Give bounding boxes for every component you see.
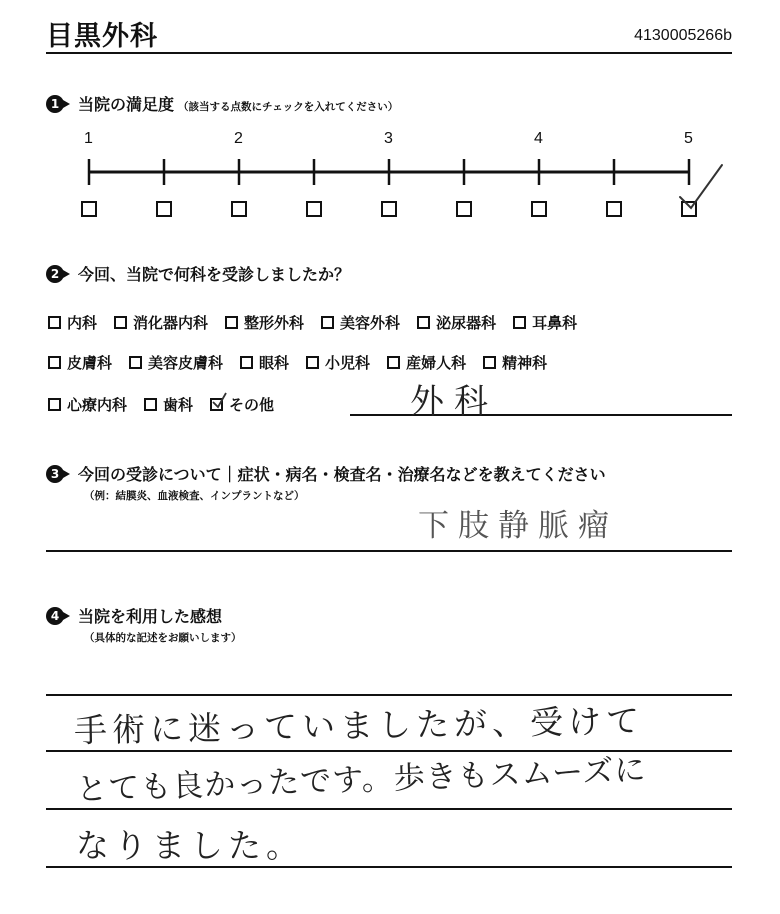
header-rule [46, 52, 732, 54]
q1-number-badge: 1 [46, 95, 64, 113]
q1-label: 当院の満足度 [78, 95, 175, 114]
form-code: 4130005266b [634, 27, 732, 44]
q3-example: （例：結膜炎、血液検査、インプラントなど） [84, 490, 305, 502]
q1-note: （該当する点数にチェックを入れてください） [178, 101, 399, 113]
dept-option[interactable] [387, 352, 466, 373]
dept-option-label: その他 [229, 396, 275, 414]
checkbox[interactable] [48, 356, 61, 369]
q3-heading [46, 462, 606, 485]
q4-note: （具体的な記述をお願いします） [84, 632, 242, 644]
scale-label-3: 3 [384, 130, 393, 147]
dept-option-label: 美容外科 [340, 314, 401, 332]
dept-option[interactable] [321, 312, 400, 333]
q3-stamped-answer: 下肢静脈瘤 [418, 508, 618, 544]
scale-checkbox-2[interactable] [157, 202, 171, 216]
q2-options-row-1 [48, 312, 577, 333]
checkbox[interactable] [144, 398, 157, 411]
dept-option-label: 精神科 [502, 354, 548, 372]
checkbox[interactable] [417, 316, 430, 329]
dept-option-label: 整形外科 [244, 314, 305, 332]
dept-option-label: 眼科 [259, 354, 290, 372]
dept-option-label: 小児科 [325, 354, 371, 372]
q4-number-badge: 4 [46, 607, 64, 625]
scale-checkboxes[interactable] [82, 202, 696, 216]
checkbox[interactable] [240, 356, 253, 369]
q1-heading [46, 92, 398, 115]
clinic-name: 目黒外科 [46, 21, 158, 52]
scale-checkbox-8[interactable] [607, 202, 621, 216]
dept-option-label: 耳鼻科 [532, 314, 578, 332]
scale-checkbox-7[interactable] [532, 202, 546, 216]
q2-heading [46, 262, 350, 285]
q3-number-badge: 3 [46, 465, 64, 483]
dept-option[interactable] [483, 352, 547, 373]
dept-option-label: 産婦人科 [406, 354, 467, 372]
dept-option-label: 内科 [67, 314, 98, 332]
checkbox-checked[interactable] [210, 398, 223, 411]
checkbox[interactable] [513, 316, 526, 329]
q4-answer-line-1: 手術に迷っていましたが、受けて [73, 701, 645, 750]
dept-option[interactable] [114, 312, 208, 333]
scale-checkbox-3[interactable] [232, 202, 246, 216]
checkbox[interactable] [129, 356, 142, 369]
dept-option-label: 心療内科 [67, 396, 128, 414]
dept-option[interactable] [210, 394, 274, 415]
scale-checkbox-6[interactable] [457, 202, 471, 216]
scale-checkbox-5[interactable] [382, 202, 396, 216]
scale-checkbox-1[interactable] [82, 202, 96, 216]
q4-line-3 [46, 808, 732, 810]
scale-label-2: 2 [234, 130, 243, 147]
other-answer-handwriting: 外科 [410, 382, 498, 422]
q4-answer-line-3: なりました。 [76, 826, 304, 865]
dept-option-label: 泌尿器科 [436, 314, 497, 332]
dept-option[interactable] [129, 352, 223, 373]
scale-checkbox-4[interactable] [307, 202, 321, 216]
checkbox[interactable] [114, 316, 127, 329]
dept-option[interactable] [513, 312, 577, 333]
scale-label-1: 1 [84, 130, 93, 147]
q2-options-row-3 [48, 394, 274, 415]
dept-option[interactable] [225, 312, 304, 333]
checkbox[interactable] [225, 316, 238, 329]
q3-label: 今回の受診について｜症状・病名・検査名・治療名などを教えてください [78, 465, 606, 484]
checkbox[interactable] [48, 316, 61, 329]
q2-number-badge: 2 [46, 265, 64, 283]
q4-answer-line-2: とても良かったです。歩きもスムーズに [75, 752, 647, 808]
scale-label-4: 4 [534, 130, 543, 147]
satisfaction-scale [0, 150, 780, 230]
other-answer-line [350, 414, 732, 416]
checkbox[interactable] [321, 316, 334, 329]
checkbox[interactable] [306, 356, 319, 369]
q3-answer-line [46, 550, 732, 552]
dept-option[interactable] [48, 352, 112, 373]
check-icon [210, 390, 232, 412]
checkbox[interactable] [387, 356, 400, 369]
dept-option-label: 皮膚科 [67, 354, 113, 372]
dept-option-label: 消化器内科 [133, 314, 209, 332]
checkbox[interactable] [48, 398, 61, 411]
dept-option-label: 美容皮膚科 [148, 354, 224, 372]
dept-option-label: 歯科 [163, 396, 194, 414]
q2-label: 今回、当院で何科を受診しましたか？ [78, 265, 351, 284]
q2-options-row-2 [48, 352, 547, 373]
dept-option[interactable] [48, 312, 97, 333]
dept-option[interactable] [306, 352, 370, 373]
q4-label: 当院を利用した感想 [78, 607, 223, 626]
checkbox[interactable] [483, 356, 496, 369]
dept-option[interactable] [417, 312, 496, 333]
dept-option[interactable] [48, 394, 127, 415]
dept-option[interactable] [144, 394, 193, 415]
q4-heading [46, 604, 222, 627]
scale-label-5: 5 [684, 130, 693, 147]
dept-option[interactable] [240, 352, 289, 373]
